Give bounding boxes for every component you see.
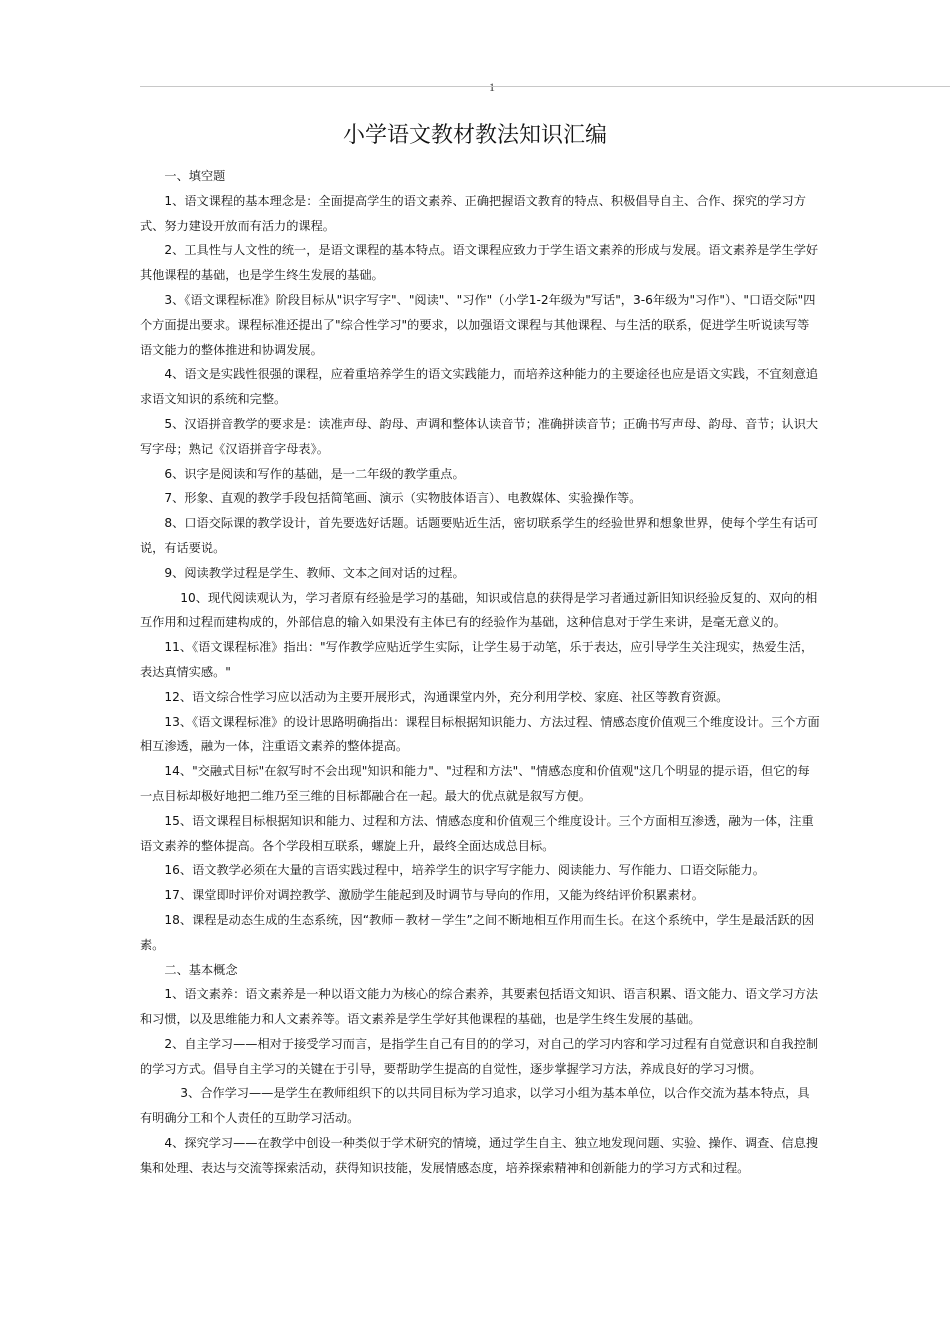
document-body: [140, 164, 820, 1181]
fill-blank-item-8: 8、口语交际课的教学设计，首先要选好话题。话题要贴近生活，密切联系学生的经验世界和想象世界，使每个学生有话可说，有话要说。: [140, 516, 819, 555]
fill-blank-item-3: 3、《语文课程标准》阶段目标从"识字写字"、"阅读"、"习作"（小学1-2年级为"写话"，3-6年级为"习作"）、"口语交际"四个方面提出要求。课程标准还提出了"综合性学习"的要求，以加强语文课程与其他课程、与生活的联系，促进学生听说读写等语文能力的整体推进和协调发展。: [140, 292, 816, 357]
fill-blank-item-16: 16、语文教学必须在大量的言语实践过程中，培养学生的识字写字能力、阅读能力、写作能力、口语交际能力。: [164, 863, 765, 878]
fill-blank-item-11: 11、《语文课程标准》指出："写作教学应贴近学生实际，让学生易于动笔，乐于表达，应引导学生关注现实，热爱生活，表达真情实感。": [140, 640, 814, 679]
fill-blank-item-9: 9、阅读教学过程是学生、教师、文本之间对话的过程。: [164, 565, 465, 580]
header-rule: [140, 86, 950, 87]
fill-blank-item-4: 4、语文是实践性很强的课程，应着重培养学生的语文实践能力，而培养这种能力的主要途径也应是语文实践，不宜刻意追求语文知识的系统和完整。: [140, 367, 819, 407]
concept-item-1: 1、语文素养：语文素养是一种以语文能力为核心的综合素养，其要素包括语文知识、语言积累、语文能力、语文学习方法和习惯，以及思维能力和人文素养等。语文素养是学生学好其他课程的基础，也是学生终生发展的基础。: [140, 987, 819, 1027]
fill-blank-item-15: 15、语文课程目标根据知识和能力、过程和方法、情感态度和价值观三个维度设计。三个方面相互渗透，融为一体，注重语文素养的整体提高。各个学段相互联系，螺旋上升，最终全面达成总目标。: [140, 813, 814, 853]
fill-blank-item-13: 13、《语文课程标准》的设计思路明确指出：课程目标根据知识能力、方法过程、情感态度价值观三个维度设计。三个方面相互渗透，融为一体，注重语文素养的整体提高。: [140, 714, 820, 754]
section-heading-fill-blanks: 一、填空题: [164, 169, 226, 183]
concept-item-3: 3、合作学习——是学生在教师组织下的以共同目标为学习追求，以学习小组为基本单位，以合作交流为基本特点，具有明确分工和个人责任的互助学习活动。: [140, 1086, 810, 1126]
page-number: 1: [489, 80, 495, 94]
concept-item-4: 4、探究学习——在教学中创设一种类似于学术研究的情境，通过学生自主、独立地发现问题、实验、操作、调查、信息搜集和处理、表达与交流等探索活动，获得知识技能，发展情感态度，培养探索精神和创新能力的学习方式和过程。: [140, 1136, 819, 1175]
fill-blank-item-14: 14、"交融式目标"在叙写时不会出现"知识和能力"、"过程和方法"、"情感态度和价值观"这几个明显的提示语，但它的每一点目标却极好地把二维乃至三维的目标都融合在一起。最大的优点就是叙写方便。: [140, 764, 810, 803]
fill-blank-item-12: 12、语文综合性学习应以活动为主要开展形式，沟通课堂内外，充分利用学校、家庭、社区等教育资源。: [164, 689, 729, 704]
document-title: 小学语文教材教法知识汇编: [342, 123, 607, 148]
fill-blank-item-10: 10、现代阅读观认为，学习者原有经验是学习的基础，知识或信息的获得是学习者通过新旧知识经验反复的、双向的相互作用和过程而建构成的，外部信息的输入如果没有主体已有的经验作为基础，这种信息对于学生来讲，是毫无意义的。: [140, 590, 818, 630]
fill-blank-item-5: 5、汉语拼音教学的要求是：读准声母、韵母、声调和整体认读音节；准确拼读音节；正确书写声母、韵母、音节；认识大写字母；熟记《汉语拼音字母表》。: [140, 416, 819, 456]
fill-blank-item-18: 18、课程是动态生成的生态系统，因“教师－教材－学生”之间不断地相互作用而生长。在这个系统中，学生是最活跃的因素。: [140, 912, 815, 952]
fill-blank-item-6: 6、识字是阅读和写作的基础，是一二年级的教学重点。: [164, 466, 465, 481]
fill-blank-item-17: 17、课堂即时评价对调控教学、激励学生能起到及时调节与导向的作用，又能为终结评价积累素材。: [164, 888, 704, 903]
concept-item-2: 2、自主学习——相对于接受学习而言，是指学生自己有目的的学习，对自己的学习内容和学习过程有自觉意识和自我控制的学习方式。倡导自主学习的关键在于引导，要帮助学生提高的自觉性，逐步掌握学习方法，养成良好的学习习惯。: [140, 1036, 819, 1076]
section-heading-basic-concepts: 二、基本概念: [164, 962, 238, 977]
fill-blank-item-2: 2、工具性与人文性的统一，是语文课程的基本特点。语文课程应致力于学生语文素养的形成与发展。语文素养是学生学好其他课程的基础，也是学生终生发展的基础。: [140, 243, 819, 283]
fill-blank-item-1: 1、语文课程的基本理念是：全面提高学生的语文素养、正确把握语文教育的特点、积极倡导自主、合作、探究的学习方式、努力建设开放而有活力的课程。: [140, 193, 806, 233]
fill-blank-item-7: 7、形象、直观的教学手段包括简笔画、演示（实物肢体语言）、电教媒体、实验操作等。: [164, 491, 642, 506]
